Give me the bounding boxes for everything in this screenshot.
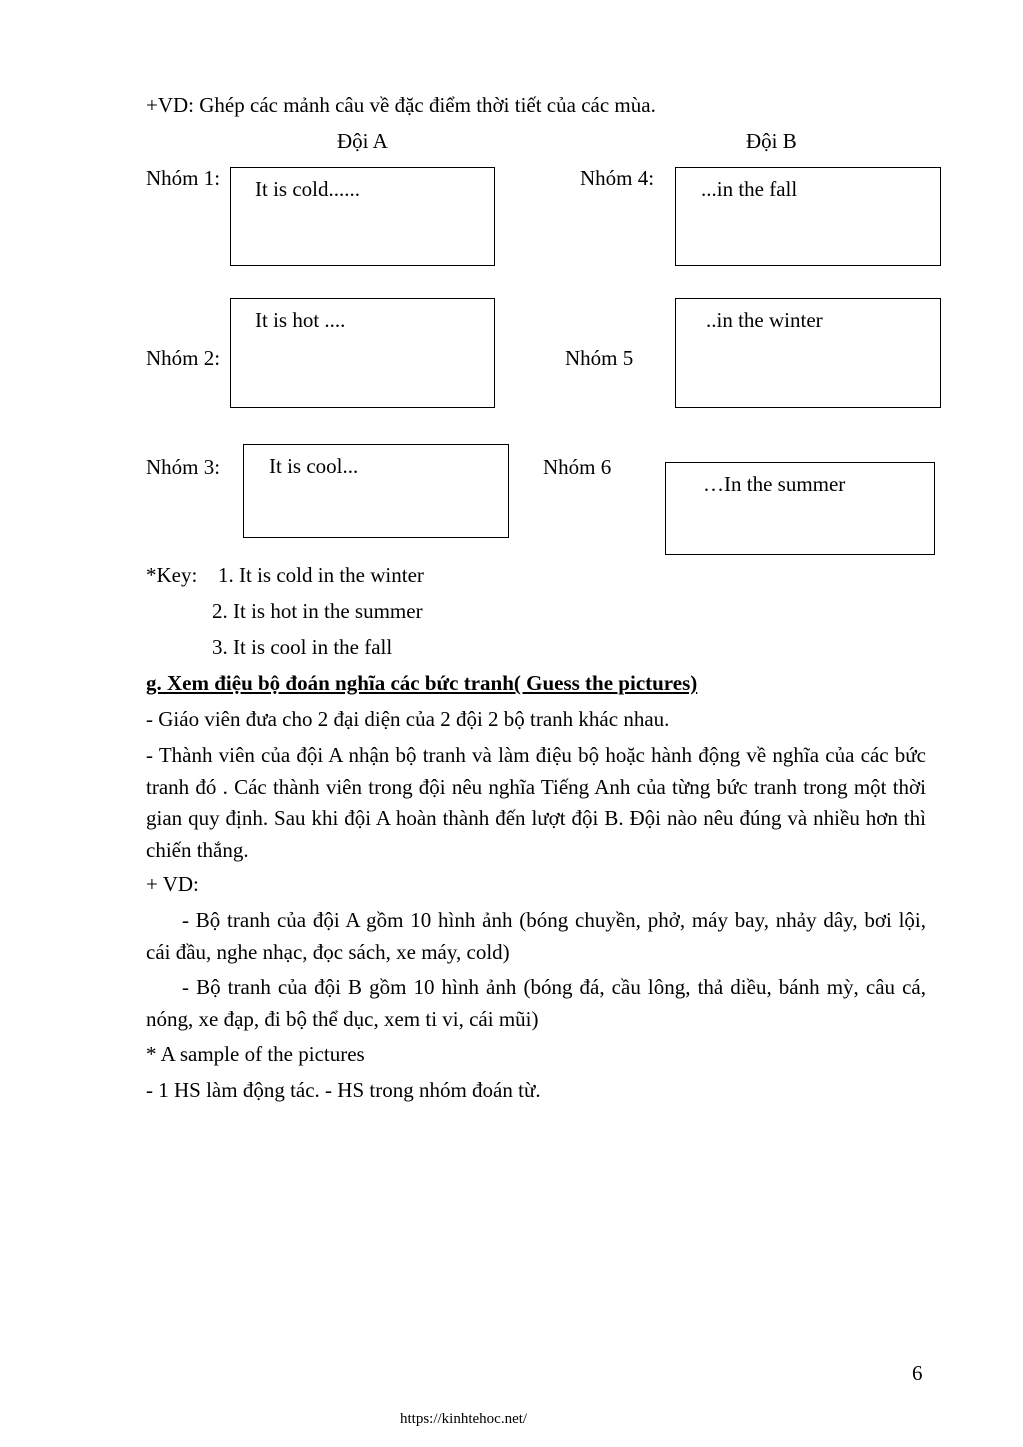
paragraph-2: - Thành viên của đội A nhận bộ tranh và làm điệu bộ hoặc hành động về nghĩa của các bức tranh đó . Các thành viên trong đội nêu nghĩa Tiếng Anh của từng bức tranh trong một thời gian quy định. Sau khi đội A hoàn thành đến lượt đội B. Đội nào nêu đúng và nhiều hơn thì chiến thắng.: [146, 743, 926, 862]
group-6-label: Nhóm 6: [543, 455, 612, 479]
team-a-header: Đội A: [337, 129, 388, 153]
group-5-text: ..in the winter: [706, 308, 823, 332]
paragraph-7: - 1 HS làm động tác. - HS trong nhóm đoán từ.: [146, 1078, 541, 1102]
group-3-box: [243, 444, 509, 538]
key-item-2: 2. It is hot in the summer: [212, 599, 423, 623]
team-b-header: Đội B: [746, 129, 797, 153]
intro-text: +VD: Ghép các mảnh câu về đặc điểm thời tiết của các mùa.: [146, 93, 656, 117]
group-5-label: Nhóm 5: [565, 346, 634, 370]
group-2-label: Nhóm 2:: [146, 346, 221, 370]
paragraph-6: * A sample of the pictures: [146, 1042, 365, 1066]
paragraph-3: + VD:: [146, 872, 199, 896]
group-4-box: [675, 167, 941, 266]
key-label: *Key:: [146, 563, 198, 587]
group-4-text: ...in the fall: [701, 177, 798, 201]
key-item-1: 1. It is cold in the winter: [218, 563, 424, 587]
group-1-text: It is cold......: [255, 177, 360, 201]
group-1-box: [230, 167, 495, 266]
group-6-text: …In the summer: [703, 472, 846, 496]
group-3-label: Nhóm 3:: [146, 455, 221, 479]
group-1-label: Nhóm 1:: [146, 166, 221, 190]
key-item-3: 3. It is cool in the fall: [212, 635, 393, 659]
page-number: 6: [912, 1361, 923, 1385]
paragraph-4: - Bộ tranh của đội A gồm 10 hình ảnh (bóng chuyền, phở, máy bay, nhảy dây, bơi lội, cái đầu, nghe nhạc, đọc sách, xe máy, cold): [146, 908, 926, 964]
footer-url[interactable]: https://kinhtehoc.net/: [400, 1411, 528, 1427]
paragraph-5: - Bộ tranh của đội B gồm 10 hình ảnh (bóng đá, cầu lông, thả diều, bánh mỳ, câu cá, nóng, xe đạp, đi bộ thể dục, xem ti vi, cái mũi): [146, 975, 926, 1031]
paragraph-1: - Giáo viên đưa cho 2 đại diện của 2 đội 2 bộ tranh khác nhau.: [146, 707, 670, 731]
group-2-box: [230, 298, 495, 408]
group-5-box: [675, 298, 941, 408]
group-4-label: Nhóm 4:: [580, 166, 655, 190]
group-6-box: [665, 462, 935, 555]
group-3-text: It is cool...: [269, 454, 359, 478]
group-2-text: It is hot ....: [255, 308, 346, 332]
section-heading: g. Xem điệu bộ đoán nghĩa các bức tranh( Guess the pictures): [146, 671, 698, 695]
